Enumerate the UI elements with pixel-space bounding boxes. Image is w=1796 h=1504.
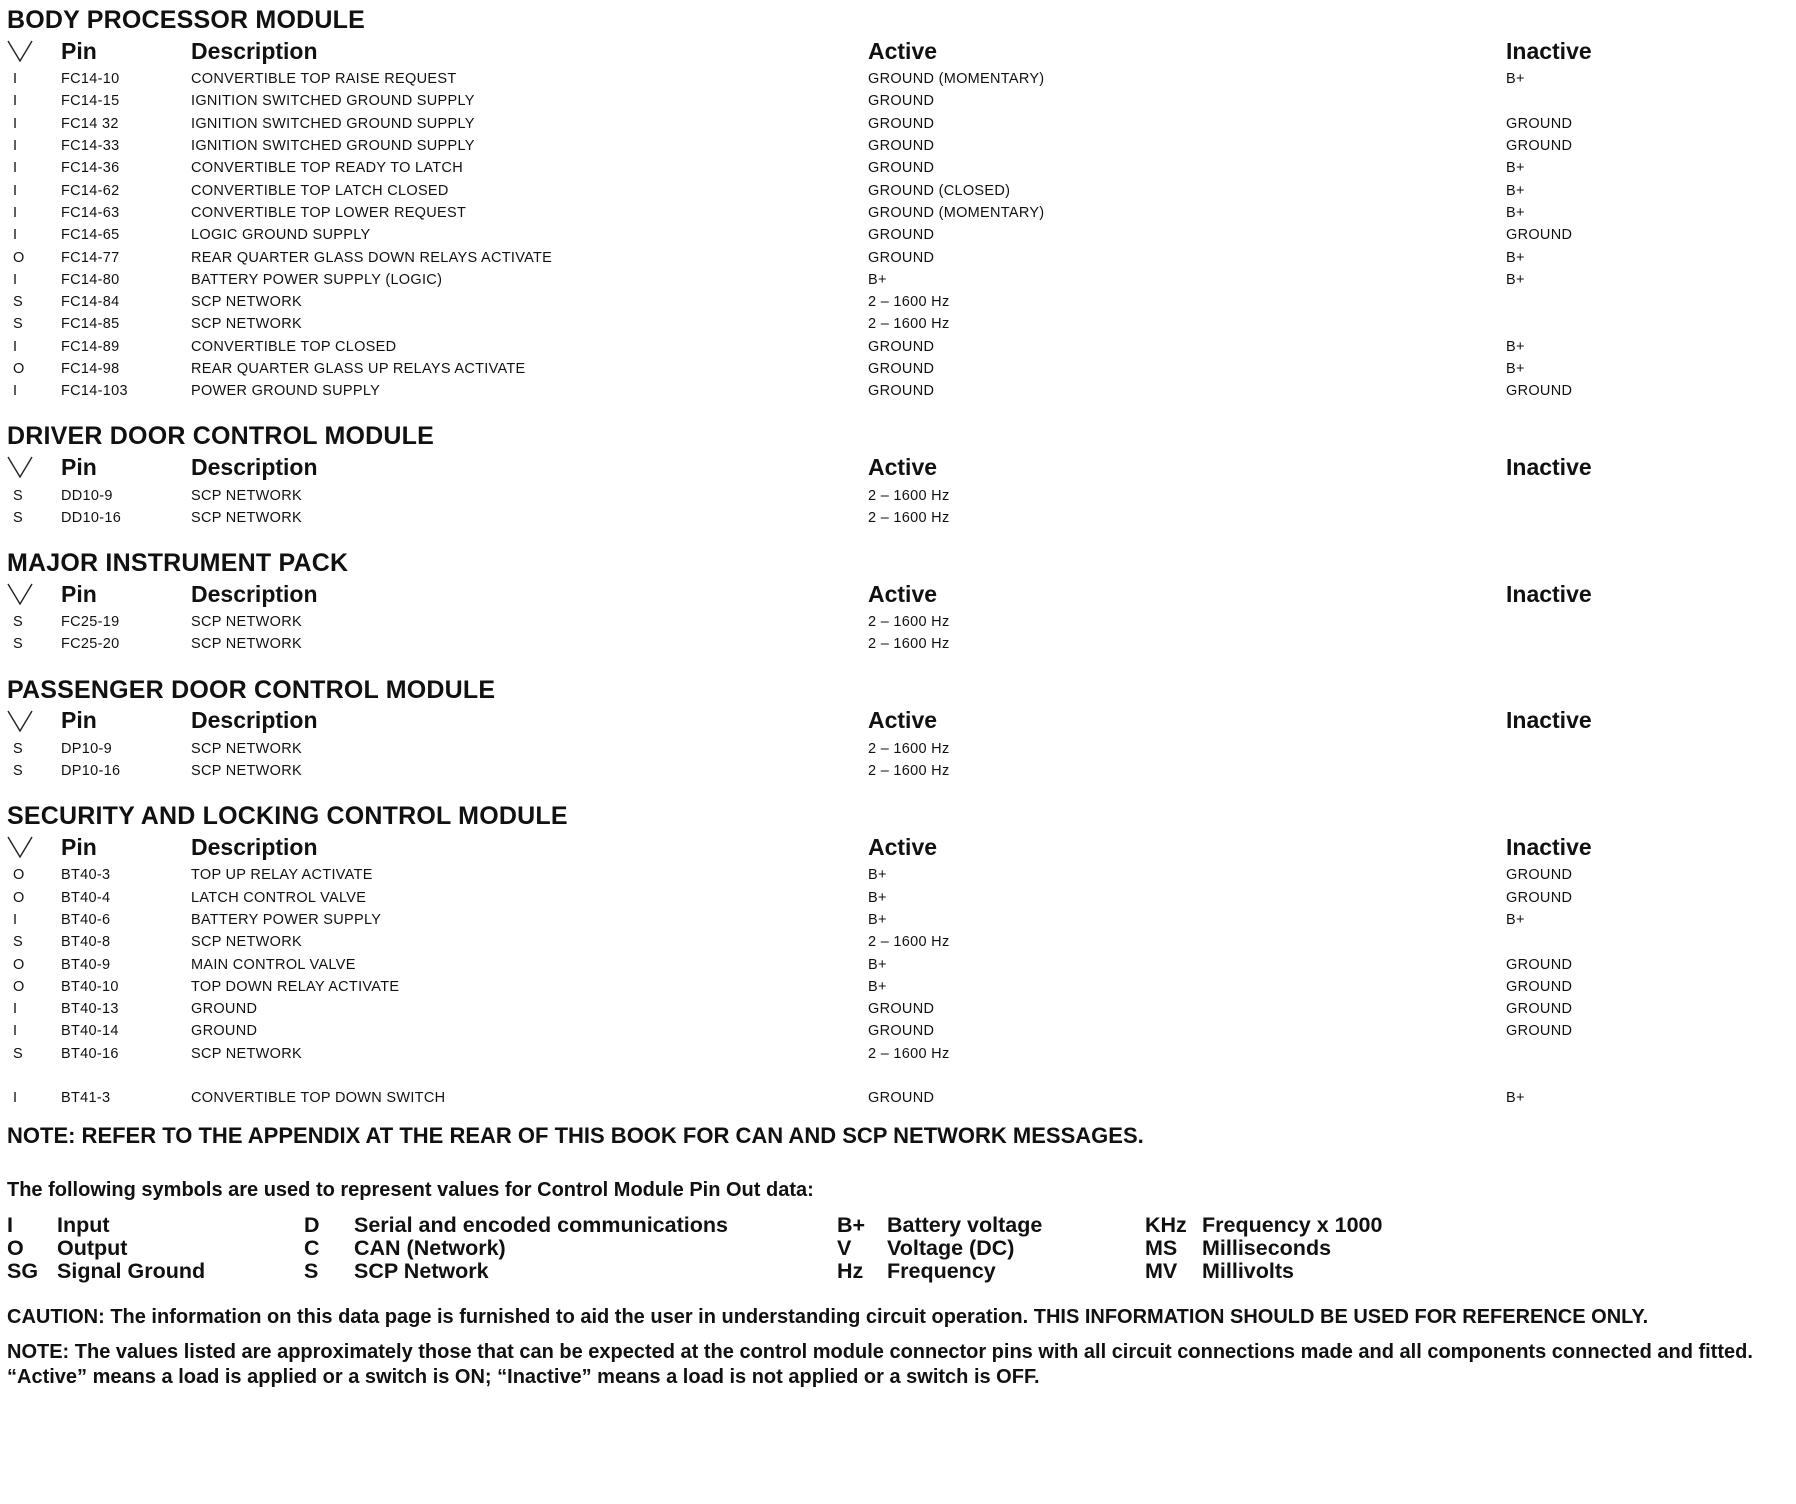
pin-description: LOGIC GROUND SUPPLY [191, 227, 371, 244]
active-value: GROUND [868, 138, 935, 155]
inactive-value: B+ [1506, 911, 1525, 928]
header-active: Active [868, 833, 938, 860]
pin-description: MAIN CONTROL VALVE [191, 956, 356, 973]
pin-description: CONVERTIBLE TOP CLOSED [191, 338, 397, 355]
module-section [7, 543, 1789, 670]
table-row [7, 113, 1789, 135]
table-row [7, 135, 1789, 157]
active-value: GROUND (MOMENTARY) [868, 204, 1045, 221]
header-pin: Pin [61, 707, 97, 734]
legend-text: Milliseconds [1202, 1236, 1332, 1261]
section-spacer [7, 402, 1789, 416]
active-value: GROUND [868, 160, 935, 177]
legend-item [304, 1213, 728, 1238]
header-active: Active [868, 707, 938, 734]
inactive-value: GROUND [1506, 889, 1573, 906]
inactive-value: GROUND [1506, 1023, 1573, 1040]
legend-text: Input [57, 1213, 110, 1238]
module-title: PASSENGER DOOR CONTROL MODULE [7, 675, 496, 704]
pinout-page [7, 0, 1789, 1390]
legend-text: Frequency [887, 1259, 996, 1284]
pin-id: BT40-16 [61, 1045, 119, 1062]
header-pin: Pin [61, 580, 97, 607]
table-row [7, 1043, 1789, 1065]
legend-text: SCP Network [354, 1259, 489, 1284]
pin-type: I [13, 93, 18, 110]
inactive-value: B+ [1506, 249, 1525, 266]
pin-description: BATTERY POWER SUPPLY [191, 911, 382, 928]
legend-item [7, 1213, 110, 1238]
legend-text: Output [57, 1236, 128, 1261]
pin-id: BT40-9 [61, 956, 111, 973]
pin-id: DP10-16 [61, 763, 121, 780]
active-value: GROUND [868, 1001, 935, 1018]
table-header [7, 34, 1789, 68]
legend-item [7, 1259, 205, 1284]
pin-type: S [13, 509, 23, 526]
triangle-icon-glyph [7, 456, 33, 478]
pin-type: O [13, 889, 25, 906]
table-row [7, 246, 1789, 268]
table-header [7, 450, 1789, 484]
inactive-value: B+ [1506, 204, 1525, 221]
header-description: Description [191, 453, 318, 480]
header-pin: Pin [61, 833, 97, 860]
header-description: Description [191, 707, 318, 734]
pin-id: FC14-80 [61, 271, 120, 288]
pin-type: I [13, 271, 18, 288]
table-row [7, 224, 1789, 246]
triangle-icon-glyph [7, 710, 33, 732]
pin-id: FC25-20 [61, 636, 120, 653]
pin-type: I [13, 182, 18, 199]
pin-id: FC14-62 [61, 182, 120, 199]
header-description: Description [191, 833, 318, 860]
header-pin: Pin [61, 37, 97, 64]
inactive-value: GROUND [1506, 115, 1573, 132]
pin-rows [7, 68, 1789, 402]
pin-id: FC14-85 [61, 316, 120, 333]
table-row [7, 358, 1789, 380]
pin-id: FC25-19 [61, 614, 120, 631]
legend-item [1145, 1259, 1294, 1284]
pin-description: CONVERTIBLE TOP READY TO LATCH [191, 160, 463, 177]
table-row [7, 1087, 1789, 1109]
inactive-value: GROUND [1506, 227, 1573, 244]
pin-description: SCP NETWORK [191, 614, 302, 631]
pin-description: REAR QUARTER GLASS UP RELAYS ACTIVATE [191, 361, 526, 377]
inactive-value: B+ [1506, 71, 1525, 88]
pin-type: I [13, 911, 18, 928]
pin-id: BT40-13 [61, 1001, 119, 1018]
legend-item [837, 1259, 996, 1284]
legend-symbol: MS [1145, 1236, 1178, 1261]
triangle-icon [7, 710, 61, 732]
pin-id: FC14-15 [61, 93, 120, 110]
legend-symbol: B+ [837, 1213, 866, 1238]
pin-id: BT40-3 [61, 867, 111, 884]
table-row [7, 291, 1789, 313]
inactive-value: B+ [1506, 182, 1525, 199]
table-row [7, 976, 1789, 998]
inactive-value: GROUND [1506, 138, 1573, 155]
pin-type: I [13, 71, 18, 88]
active-value: B+ [868, 889, 887, 906]
module-section [7, 416, 1789, 543]
table-row [7, 202, 1789, 224]
pin-rows [7, 864, 1789, 1109]
inactive-value: GROUND [1506, 867, 1573, 884]
legend-item [304, 1236, 506, 1261]
pin-description: IGNITION SWITCHED GROUND SUPPLY [191, 115, 475, 132]
header-description: Description [191, 580, 318, 607]
pin-id: FC14-77 [61, 249, 120, 266]
active-value: B+ [868, 271, 887, 288]
pin-id: FC14-65 [61, 227, 120, 244]
section-spacer [7, 656, 1789, 670]
legend-text: Signal Ground [57, 1259, 206, 1284]
pin-description: TOP UP RELAY ACTIVATE [191, 867, 373, 884]
header-active: Active [868, 453, 938, 480]
pin-id: FC14-84 [61, 294, 120, 311]
legend-item [837, 1236, 1014, 1261]
legend-text: Battery voltage [887, 1213, 1043, 1238]
pin-id: FC14 32 [61, 115, 119, 132]
inactive-value: B+ [1506, 271, 1525, 288]
module-section [7, 0, 1789, 416]
active-value: GROUND [868, 1090, 935, 1107]
pin-id: DD10-16 [61, 509, 122, 526]
active-value: GROUND (CLOSED) [868, 182, 1011, 199]
section-spacer [7, 529, 1789, 543]
pin-description: GROUND [191, 1023, 258, 1040]
inactive-value: B+ [1506, 1090, 1525, 1107]
pin-id: BT41-3 [61, 1090, 111, 1107]
active-value: 2 – 1600 Hz [868, 294, 950, 311]
pin-type: O [13, 978, 25, 995]
active-value: 2 – 1600 Hz [868, 316, 950, 333]
module-title: BODY PROCESSOR MODULE [7, 6, 365, 34]
pin-id: FC14-98 [61, 361, 120, 377]
inactive-value: GROUND [1506, 383, 1573, 400]
section-spacer [7, 782, 1789, 796]
pin-type: O [13, 956, 25, 973]
pin-description: IGNITION SWITCHED GROUND SUPPLY [191, 93, 475, 110]
table-row [7, 887, 1789, 909]
pin-description: SCP NETWORK [191, 316, 302, 333]
pin-type: S [13, 294, 23, 311]
legend-symbol: KHz [1145, 1213, 1187, 1238]
table-row [7, 380, 1789, 402]
pin-description: GROUND [191, 1001, 258, 1018]
table-row [7, 179, 1789, 201]
active-value: GROUND [868, 115, 935, 132]
pin-description: LATCH CONTROL VALVE [191, 889, 367, 906]
active-value: B+ [868, 867, 887, 884]
legend-item [7, 1236, 127, 1261]
pin-id: DD10-9 [61, 487, 113, 504]
pin-id: FC14-63 [61, 204, 120, 221]
table-row [7, 484, 1789, 506]
table-row [7, 633, 1789, 655]
inactive-value: B+ [1506, 160, 1525, 177]
active-value: B+ [868, 911, 887, 928]
appendix-note: NOTE: REFER TO THE APPENDIX AT THE REAR OF THIS BOOK FOR CAN AND SCP NETWORK MESSAGES. [7, 1123, 1144, 1149]
triangle-icon [7, 583, 61, 605]
pin-description: IGNITION SWITCHED GROUND SUPPLY [191, 138, 475, 155]
legend-symbol: I [7, 1213, 13, 1238]
active-value: GROUND (MOMENTARY) [868, 71, 1045, 88]
triangle-icon-glyph [7, 40, 33, 62]
pin-rows [7, 484, 1789, 529]
header-active: Active [868, 37, 938, 64]
pin-description: POWER GROUND SUPPLY [191, 383, 381, 400]
table-row [7, 909, 1789, 931]
pin-type: I [13, 383, 18, 400]
pin-description: TOP DOWN RELAY ACTIVATE [191, 978, 400, 995]
legend-item [837, 1213, 1042, 1238]
active-value: 2 – 1600 Hz [868, 934, 950, 951]
table-header [7, 830, 1789, 864]
table-row [7, 313, 1789, 335]
table-row [7, 507, 1789, 529]
table-row [7, 1020, 1789, 1042]
pin-id: BT40-10 [61, 978, 119, 995]
active-value: 2 – 1600 Hz [868, 487, 950, 504]
table-row [7, 998, 1789, 1020]
module-title: DRIVER DOOR CONTROL MODULE [7, 422, 434, 451]
table-row [7, 611, 1789, 633]
pin-type: O [13, 249, 25, 266]
pin-type: S [13, 614, 23, 631]
table-header [7, 704, 1789, 738]
module-section [7, 670, 1789, 797]
active-value: GROUND [868, 361, 935, 377]
pin-type: O [13, 361, 25, 377]
header-active: Active [868, 580, 938, 607]
table-row [7, 864, 1789, 886]
legend-item [1145, 1236, 1331, 1261]
header-inactive: Inactive [1506, 580, 1592, 607]
active-value: B+ [868, 978, 887, 995]
inactive-value: GROUND [1506, 978, 1573, 995]
active-value: GROUND [868, 227, 935, 244]
legend-symbol: V [837, 1236, 852, 1261]
active-value: 2 – 1600 Hz [868, 636, 950, 653]
legend-text: Voltage (DC) [887, 1236, 1015, 1261]
pin-id: DP10-9 [61, 740, 112, 757]
pin-rows [7, 611, 1789, 656]
triangle-icon [7, 836, 61, 858]
inactive-value: B+ [1506, 361, 1525, 377]
pin-type: S [13, 636, 23, 653]
active-value: GROUND [868, 249, 935, 266]
table-row [7, 760, 1789, 782]
modules-container [7, 0, 1789, 1109]
active-value: 2 – 1600 Hz [868, 763, 950, 780]
pin-description: SCP NETWORK [191, 740, 302, 757]
header-inactive: Inactive [1506, 453, 1592, 480]
triangle-icon [7, 40, 61, 62]
pin-type: S [13, 1045, 23, 1062]
pin-type: I [13, 227, 18, 244]
inactive-value: GROUND [1506, 1001, 1573, 1018]
pin-type: I [13, 338, 18, 355]
pin-type: O [13, 867, 25, 884]
pin-type: I [13, 115, 18, 132]
pin-type: S [13, 740, 23, 757]
active-value: 2 – 1600 Hz [868, 509, 950, 526]
pin-type: I [13, 160, 18, 177]
table-row [7, 336, 1789, 358]
table-row [7, 738, 1789, 760]
pin-id: FC14-33 [61, 138, 120, 155]
pin-type: I [13, 204, 18, 221]
module-title: SECURITY AND LOCKING CONTROL MODULE [7, 802, 568, 831]
pin-description: SCP NETWORK [191, 509, 302, 526]
pin-id: FC14-89 [61, 338, 120, 355]
legend-item [304, 1259, 489, 1284]
pin-id: FC14-103 [61, 383, 128, 400]
pin-id: BT40-4 [61, 889, 111, 906]
pin-description: SCP NETWORK [191, 487, 302, 504]
legend-item [1145, 1213, 1382, 1238]
active-value: GROUND [868, 93, 935, 110]
symbol-legend [7, 1213, 1789, 1293]
table-row [7, 90, 1789, 112]
table-header [7, 577, 1789, 611]
legend-symbol: S [304, 1259, 319, 1284]
table-row [7, 157, 1789, 179]
table-row [7, 68, 1789, 90]
active-value: GROUND [868, 1023, 935, 1040]
caution-note: CAUTION: The information on this data page is furnished to aid the user in understanding circuit operation. THIS INFORMATION SHOULD BE USED FOR REFERENCE ONLY. [7, 1306, 1649, 1329]
pin-description: BATTERY POWER SUPPLY (LOGIC) [191, 271, 443, 288]
triangle-icon [7, 456, 61, 478]
pin-type: S [13, 316, 23, 333]
pin-type: S [13, 763, 23, 780]
legend-symbol: C [304, 1236, 320, 1261]
pin-description: SCP NETWORK [191, 1045, 302, 1062]
table-row [7, 953, 1789, 975]
module-title: MAJOR INSTRUMENT PACK [7, 549, 349, 578]
values-note: NOTE: The values listed are approximately those that can be expected at the control module connector pins with all circuit connections made and all components connected and fitted. “Active” means a load is applied or a switch is ON; “Inactive” means a load is not applied or a switch is OFF. [7, 1341, 1753, 1389]
header-pin: Pin [61, 453, 97, 480]
pin-id: BT40-8 [61, 934, 111, 951]
pin-type: I [13, 1090, 18, 1107]
inactive-value: B+ [1506, 338, 1525, 355]
legend-symbol: MV [1145, 1259, 1178, 1284]
active-value: 2 – 1600 Hz [868, 740, 950, 757]
active-value: 2 – 1600 Hz [868, 614, 950, 631]
active-value: B+ [868, 956, 887, 973]
pin-description: SCP NETWORK [191, 763, 302, 780]
pin-id: BT40-14 [61, 1023, 119, 1040]
pin-id: FC14-10 [61, 71, 120, 88]
table-row [7, 269, 1789, 291]
pin-description: CONVERTIBLE TOP LATCH CLOSED [191, 182, 449, 199]
triangle-icon-glyph [7, 836, 33, 858]
pin-description: CONVERTIBLE TOP DOWN SWITCH [191, 1090, 446, 1107]
pin-description: SCP NETWORK [191, 294, 302, 311]
header-description: Description [191, 37, 318, 64]
legend-symbol: SG [7, 1259, 39, 1284]
pin-type: S [13, 934, 23, 951]
active-value: GROUND [868, 383, 935, 400]
triangle-icon-glyph [7, 583, 33, 605]
active-value: 2 – 1600 Hz [868, 1045, 950, 1062]
legend-symbol: Hz [837, 1259, 864, 1284]
module-section [7, 796, 1789, 1109]
row-gap [7, 1065, 1789, 1087]
symbols-intro: The following symbols are used to represent values for Control Module Pin Out data: [7, 1179, 814, 1202]
pin-id: BT40-6 [61, 911, 111, 928]
pin-description: SCP NETWORK [191, 934, 302, 951]
header-inactive: Inactive [1506, 833, 1592, 860]
pin-type: S [13, 487, 23, 504]
header-inactive: Inactive [1506, 707, 1592, 734]
inactive-value: GROUND [1506, 956, 1573, 973]
table-row [7, 931, 1789, 953]
active-value: GROUND [868, 338, 935, 355]
legend-text: Serial and encoded communications [354, 1213, 728, 1238]
legend-symbol: O [7, 1236, 24, 1261]
pin-id: FC14-36 [61, 160, 120, 177]
pin-description: CONVERTIBLE TOP RAISE REQUEST [191, 71, 457, 88]
pin-type: I [13, 1023, 18, 1040]
legend-text: CAN (Network) [354, 1236, 506, 1261]
pin-type: I [13, 138, 18, 155]
legend-symbol: D [304, 1213, 320, 1238]
legend-text: Frequency x 1000 [1202, 1213, 1383, 1238]
pin-rows [7, 738, 1789, 783]
pin-type: I [13, 1001, 18, 1018]
pin-description: REAR QUARTER GLASS DOWN RELAYS ACTIVATE [191, 249, 553, 266]
legend-text: Millivolts [1202, 1259, 1294, 1284]
header-inactive: Inactive [1506, 37, 1592, 64]
pin-description: SCP NETWORK [191, 636, 302, 653]
pin-description: CONVERTIBLE TOP LOWER REQUEST [191, 204, 467, 221]
